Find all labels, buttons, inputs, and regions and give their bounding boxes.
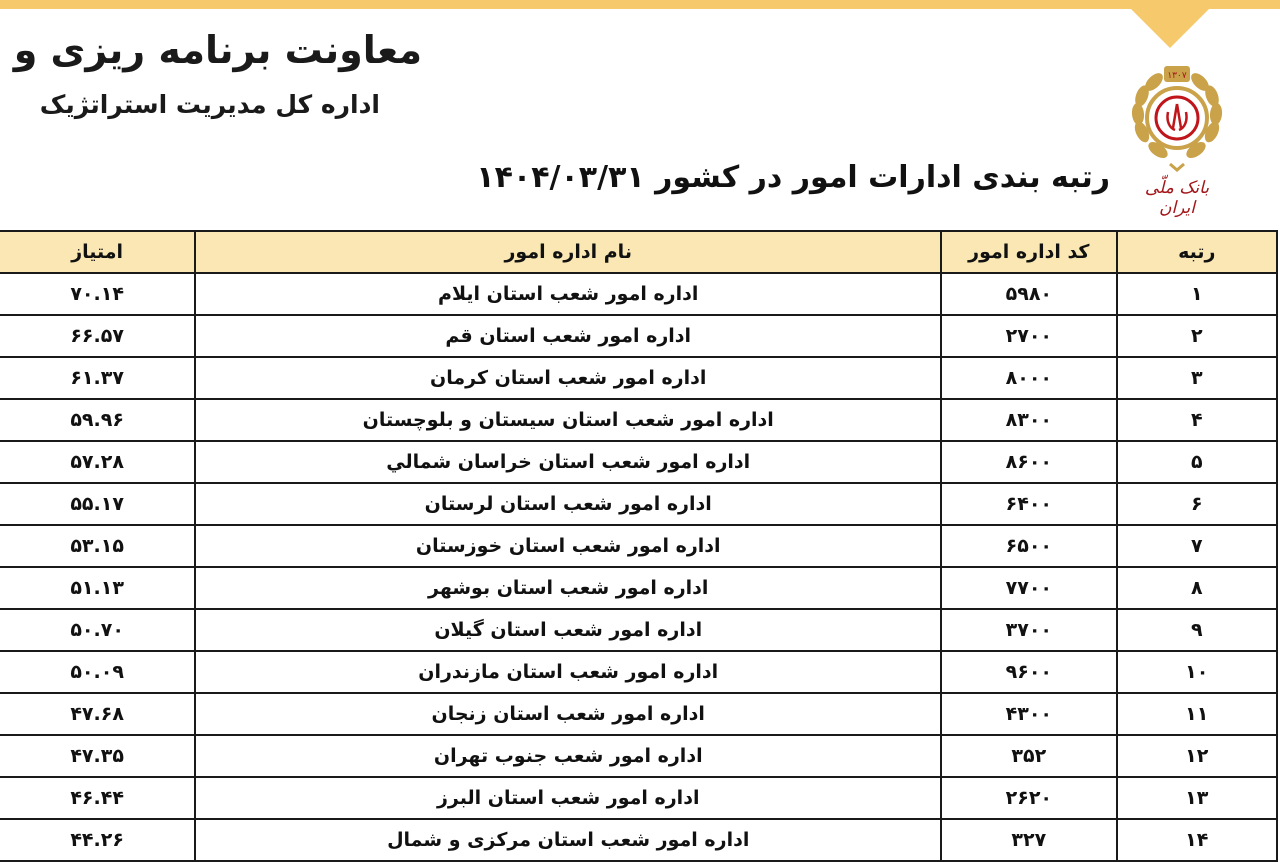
header-code: کد اداره امور xyxy=(941,231,1116,273)
chevron-down-icon xyxy=(1122,0,1218,48)
cell-name: اداره امور شعب استان البرز xyxy=(195,777,941,819)
cell-name: اداره امور شعب استان خوزستان xyxy=(195,525,941,567)
page-title: رتبه بندی ادارات امور در کشور ۱۴۰۴/۰۳/۳۱ xyxy=(476,160,1110,195)
cell-name: اداره امور شعب استان سیستان و بلوچستان xyxy=(195,399,941,441)
department-heading: معاونت برنامه ریزی و xyxy=(13,28,422,72)
cell-name: اداره امور شعب استان مازندران xyxy=(195,651,941,693)
cell-score: ۴۴.۲۶ xyxy=(0,819,195,861)
cell-code: ۴۳۰۰ xyxy=(941,693,1116,735)
cell-name: اداره امور شعب استان لرستان xyxy=(195,483,941,525)
cell-score: ۴۷.۳۵ xyxy=(0,735,195,777)
cell-score: ۵۱.۱۳ xyxy=(0,567,195,609)
cell-code: ۳۷۰۰ xyxy=(941,609,1116,651)
cell-name: اداره امور شعب استان کرمان xyxy=(195,357,941,399)
table-row xyxy=(0,483,1277,525)
cell-code: ۶۵۰۰ xyxy=(941,525,1116,567)
table-row xyxy=(0,525,1277,567)
cell-code: ۹۶۰۰ xyxy=(941,651,1116,693)
cell-rank: ۱۰ xyxy=(1117,651,1278,693)
cell-rank: ۱۲ xyxy=(1117,735,1278,777)
cell-name: اداره امور شعب جنوب تهران xyxy=(195,735,941,777)
ranking-table xyxy=(0,230,1278,862)
cell-rank: ۷ xyxy=(1117,525,1278,567)
table-row xyxy=(0,735,1277,777)
cell-rank: ۱۳ xyxy=(1117,777,1278,819)
table-row xyxy=(0,441,1277,483)
cell-rank: ۶ xyxy=(1117,483,1278,525)
table-header-row xyxy=(0,231,1277,273)
table-row xyxy=(0,651,1277,693)
cell-rank: ۳ xyxy=(1117,357,1278,399)
cell-code: ۳۲۷ xyxy=(941,819,1116,861)
cell-code: ۵۹۸۰ xyxy=(941,273,1116,315)
cell-rank: ۱ xyxy=(1117,273,1278,315)
cell-code: ۲۶۲۰ xyxy=(941,777,1116,819)
cell-rank: ۴ xyxy=(1117,399,1278,441)
department-subheading: اداره کل مدیریت استراتژیک xyxy=(39,90,380,119)
cell-code: ۶۴۰۰ xyxy=(941,483,1116,525)
cell-score: ۵۰.۰۹ xyxy=(0,651,195,693)
table-row xyxy=(0,693,1277,735)
cell-score: ۵۳.۱۵ xyxy=(0,525,195,567)
table-row xyxy=(0,567,1277,609)
cell-code: ۳۵۲ xyxy=(941,735,1116,777)
header-score: امتیاز xyxy=(0,231,195,273)
cell-rank: ۵ xyxy=(1117,441,1278,483)
table-row xyxy=(0,357,1277,399)
table-row xyxy=(0,819,1277,861)
bank-name-caption: بانک ملّی ایران xyxy=(1144,178,1210,218)
bank-melli-emblem-icon xyxy=(1128,62,1226,172)
cell-code: ۸۳۰۰ xyxy=(941,399,1116,441)
header-rank: رتبه xyxy=(1117,231,1278,273)
cell-name: اداره امور شعب استان قم xyxy=(195,315,941,357)
header-name: نام اداره امور xyxy=(195,231,941,273)
cell-name: اداره امور شعب استان گیلان xyxy=(195,609,941,651)
top-accent-bar xyxy=(0,0,1280,9)
cell-score: ۵۹.۹۶ xyxy=(0,399,195,441)
cell-name: اداره امور شعب استان خراسان شمالي xyxy=(195,441,941,483)
cell-score: ۵۰.۷۰ xyxy=(0,609,195,651)
cell-name: اداره امور شعب استان ایلام xyxy=(195,273,941,315)
cell-rank: ۲ xyxy=(1117,315,1278,357)
cell-code: ۸۶۰۰ xyxy=(941,441,1116,483)
cell-rank: ۹ xyxy=(1117,609,1278,651)
table-row xyxy=(0,777,1277,819)
cell-rank: ۸ xyxy=(1117,567,1278,609)
cell-score: ۵۵.۱۷ xyxy=(0,483,195,525)
logo-year-badge: ۱۳۰۷ xyxy=(1167,71,1187,81)
cell-score: ۷۰.۱۴ xyxy=(0,273,195,315)
cell-code: ۷۷۰۰ xyxy=(941,567,1116,609)
cell-score: ۵۷.۲۸ xyxy=(0,441,195,483)
table-row xyxy=(0,609,1277,651)
cell-name: اداره امور شعب استان زنجان xyxy=(195,693,941,735)
cell-score: ۴۷.۶۸ xyxy=(0,693,195,735)
cell-score: ۶۶.۵۷ xyxy=(0,315,195,357)
cell-rank: ۱۱ xyxy=(1117,693,1278,735)
cell-score: ۶۱.۳۷ xyxy=(0,357,195,399)
table-row xyxy=(0,273,1277,315)
cell-name: اداره امور شعب استان مرکزی و شمال xyxy=(195,819,941,861)
cell-code: ۲۷۰۰ xyxy=(941,315,1116,357)
table-row xyxy=(0,399,1277,441)
cell-name: اداره امور شعب استان بوشهر xyxy=(195,567,941,609)
cell-rank: ۱۴ xyxy=(1117,819,1278,861)
cell-code: ۸۰۰۰ xyxy=(941,357,1116,399)
table-row xyxy=(0,315,1277,357)
cell-score: ۴۶.۴۴ xyxy=(0,777,195,819)
